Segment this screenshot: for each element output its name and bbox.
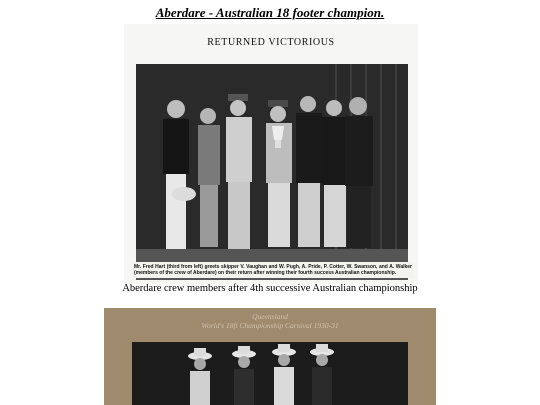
team-photo — [104, 308, 436, 405]
crew-group-photo — [136, 64, 408, 280]
person-figure — [198, 108, 220, 247]
inscription-line: Queensland — [252, 312, 288, 321]
newspaper-clipping — [124, 24, 418, 284]
photo-caption: Aberdare crew members after 4th successive Australian championship — [122, 283, 418, 294]
inscription-line: World's 18ft Championship Carnival 1930-31 — [201, 321, 339, 330]
person-figure — [232, 346, 256, 405]
person-figure — [345, 97, 373, 248]
photo-inscription — [104, 312, 436, 330]
person-figure — [226, 94, 252, 249]
person-figure — [272, 344, 296, 405]
clipping-caption: Mr. Fred Hart (third from left) greets skipper V. Vaughan and W. Pugh, A. Pride, P. Cotter, W. Swanson, and A. Walker (members of the crew of Aberdare) on their return after winning their fourth success Australian championship. — [134, 264, 412, 276]
person-figure — [188, 348, 212, 405]
clipping-headline: RETURNED VICTORIOUS — [207, 37, 335, 48]
person-figure — [310, 344, 334, 405]
page-title: Aberdare - Australian 18 footer champion. — [155, 5, 385, 20]
team-photo-image — [132, 342, 408, 405]
person-figure — [322, 100, 348, 247]
person-figure — [296, 96, 322, 247]
